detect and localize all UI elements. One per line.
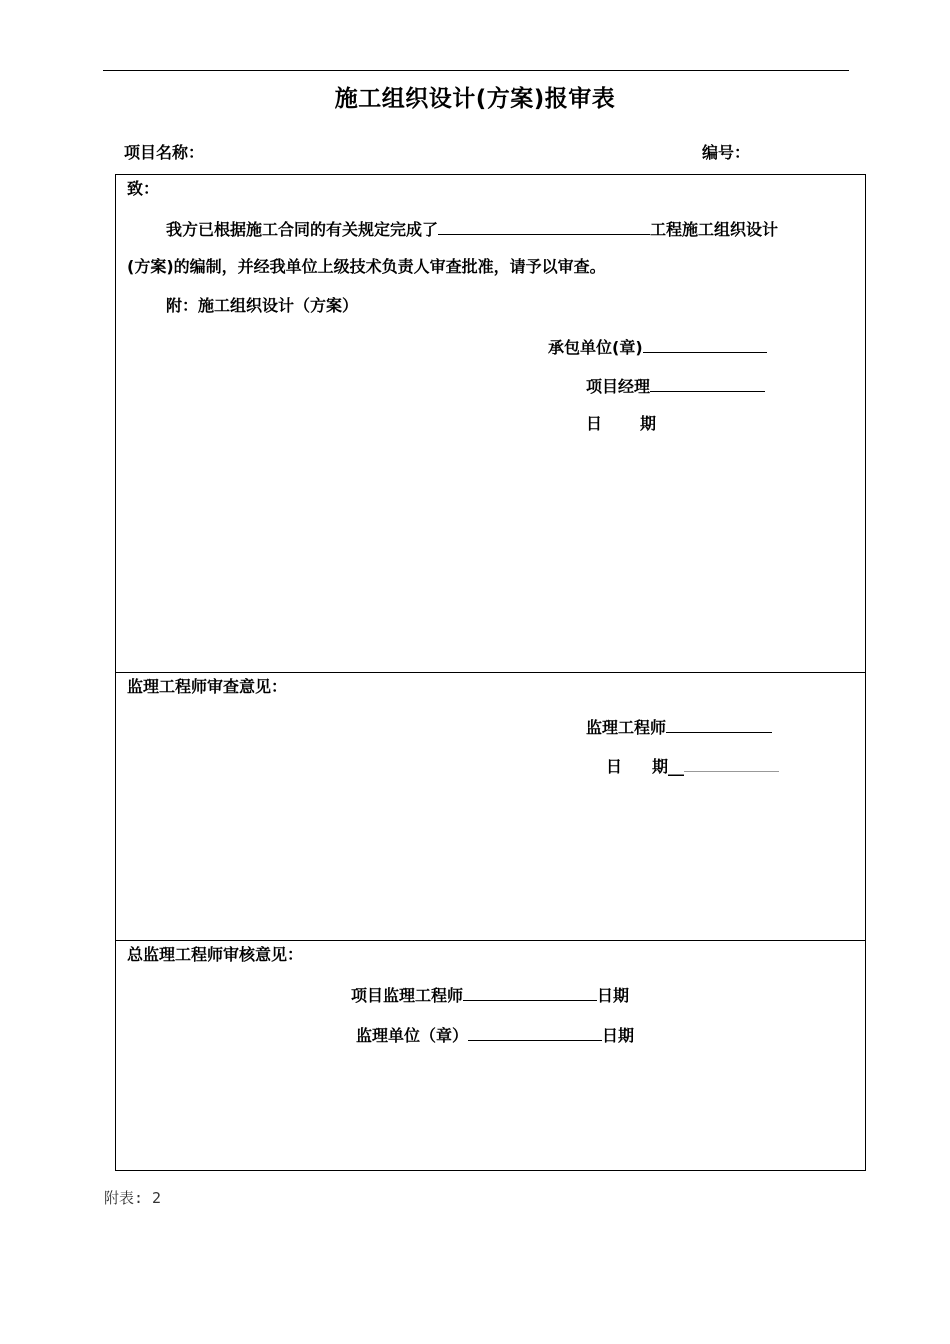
engineer-date-row — [606, 755, 779, 777]
attachment-label: 附：施工组织设计（方案） — [166, 296, 359, 315]
contractor-signature-blank[interactable] — [643, 336, 767, 353]
submission-statement-line2: (方案)的编制，并经我单位上级技术负责人审查批准，请予以审查。 — [127, 257, 606, 276]
contractor-label: 承包单位(章) — [548, 338, 643, 357]
supervising-engineer-label: 监理工程师 — [586, 718, 667, 737]
addressee-label: 致： — [127, 179, 160, 198]
supervision-unit-row — [356, 1024, 634, 1046]
project-manager-blank[interactable] — [650, 375, 765, 392]
top-rule — [103, 70, 849, 71]
date-label: 日期 — [602, 1026, 635, 1045]
submission-text-part2: 工程施工组织设计 — [650, 220, 779, 239]
contractor-sign-row — [548, 336, 767, 358]
date-label-char2: 期 — [640, 414, 657, 433]
project-supervising-engineer-label: 项目监理工程师 — [351, 986, 464, 1005]
section-divider — [116, 940, 865, 941]
project-name-blank[interactable] — [438, 218, 650, 235]
serial-no-label: 编号： — [702, 143, 751, 162]
submission-date-row — [586, 414, 656, 434]
project-manager-label: 项目经理 — [586, 377, 651, 396]
supervising-engineer-blank[interactable] — [666, 716, 772, 733]
engineer-date-blank[interactable] — [684, 755, 779, 772]
submission-text-part1: 我方已根据施工合同的有关规定完成了 — [166, 220, 439, 239]
engineer-review-heading: 监理工程师审查意见： — [127, 677, 288, 696]
date-label-char2: 期__ — [652, 757, 685, 776]
section-divider — [116, 672, 865, 673]
approval-form-table — [115, 174, 866, 1171]
appendix-note: 附表: 2 — [104, 1189, 162, 1207]
chief-engineer-review-heading: 总监理工程师审核意见： — [127, 945, 304, 964]
project-supervising-engineer-blank[interactable] — [463, 984, 597, 1001]
project-manager-row — [586, 375, 765, 397]
form-title: 施工组织设计(方案)报审表 — [334, 86, 616, 112]
project-name-label: 项目名称： — [124, 143, 205, 162]
supervision-unit-blank[interactable] — [468, 1024, 602, 1041]
date-label-char1: 日 — [586, 414, 603, 433]
date-label-char1: 日 — [606, 757, 623, 776]
submission-statement — [166, 218, 778, 240]
date-label: 日期 — [597, 986, 630, 1005]
project-engineer-row — [351, 984, 629, 1006]
supervision-unit-label: 监理单位（章） — [356, 1026, 469, 1045]
engineer-sign-row — [586, 716, 772, 738]
